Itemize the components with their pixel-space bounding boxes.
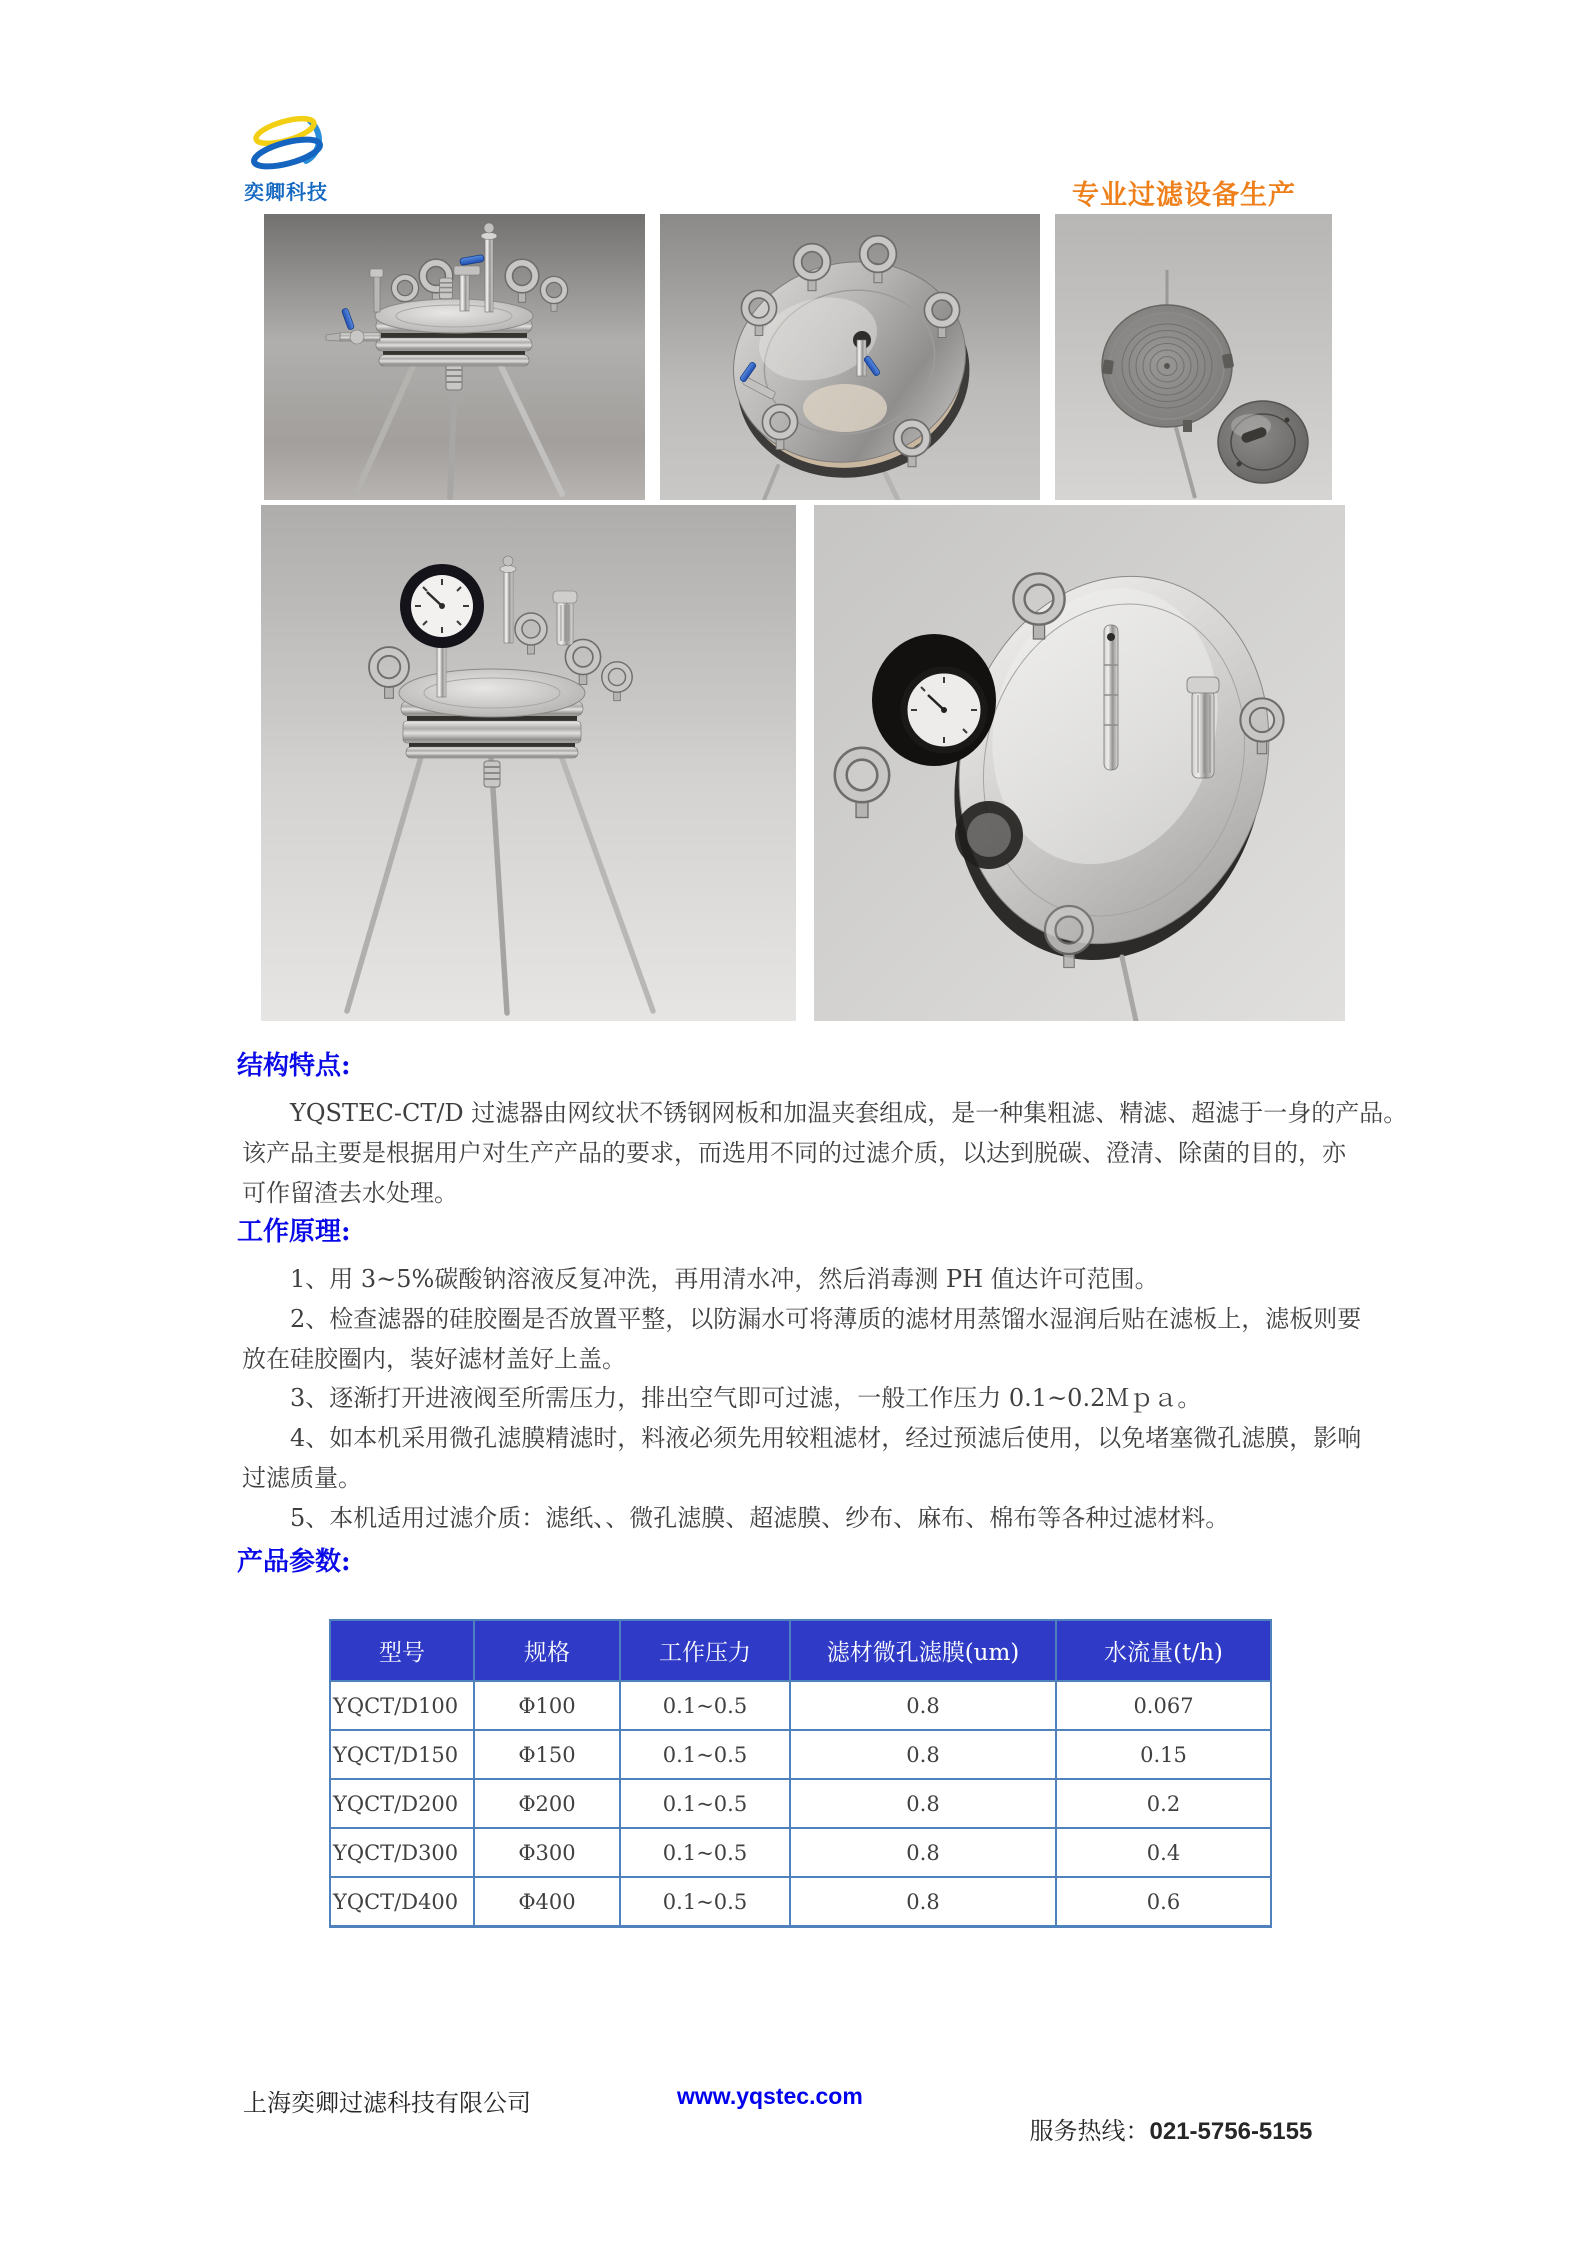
filter-plates-image — [1055, 214, 1332, 500]
filter-lid-top-view-image — [660, 214, 1040, 500]
section-heading-parameters: 产品参数: — [237, 1547, 351, 1577]
footer-hotline — [999, 2083, 1312, 2174]
text-line: 3、逐渐打开进液阀至所需压力，排出空气即可过滤，一般工作压力 0.1~0.2Ｍｐａ。 — [290, 1384, 1202, 1413]
spec-cell: 0.1~0.5 — [620, 1828, 790, 1877]
spec-cell: 0.8 — [790, 1828, 1056, 1877]
spec-header-cell: 规格 — [474, 1620, 620, 1681]
tripod-filter-gauge-image — [261, 505, 796, 1021]
spec-cell: 0.2 — [1056, 1779, 1271, 1828]
spec-header-cell: 滤材微孔滤膜(um) — [790, 1620, 1056, 1681]
spec-cell: YQCT/D150 — [330, 1730, 474, 1779]
spec-cell: 0.1~0.5 — [620, 1779, 790, 1828]
spec-cell: YQCT/D300 — [330, 1828, 474, 1877]
spec-cell: 0.067 — [1056, 1681, 1271, 1730]
company-logo-text: 奕卿科技 — [244, 180, 328, 204]
spec-cell: 0.1~0.5 — [620, 1730, 790, 1779]
filter-lid-closeup-image — [814, 505, 1345, 1021]
spec-cell: 0.1~0.5 — [620, 1681, 790, 1730]
structure-paragraph — [242, 1094, 1407, 1213]
header-tagline: 专业过滤设备生产 — [1072, 180, 1296, 211]
spec-cell: 0.8 — [790, 1730, 1056, 1779]
spec-table — [329, 1619, 1272, 1928]
section-heading-structure: 结构特点: — [237, 1051, 351, 1081]
spec-body — [330, 1681, 1271, 1927]
spec-header-cell: 工作压力 — [620, 1620, 790, 1681]
spec-cell: Φ400 — [474, 1877, 620, 1927]
spec-cell: 0.4 — [1056, 1828, 1271, 1877]
text-line: 放在硅胶圈内，装好滤材盖好上盖。 — [242, 1344, 626, 1373]
text-line: 1、用 3~5%碳酸钠溶液反复冲洗，再用清水冲，然后消毒测 PH 值达许可范围。 — [290, 1265, 1159, 1293]
spec-cell: YQCT/D200 — [330, 1779, 474, 1828]
spec-cell: 0.1~0.5 — [620, 1877, 790, 1927]
spec-row — [330, 1681, 1271, 1730]
spec-cell: YQCT/D100 — [330, 1681, 474, 1730]
spec-cell: Φ300 — [474, 1828, 620, 1877]
text-line: 过滤质量。 — [242, 1463, 362, 1492]
text-line: 2、检查滤器的硅胶圈是否放置平整，以防漏水可将薄质的滤材用蒸馏水湿润后贴在滤板上，滤板则要 — [290, 1304, 1362, 1333]
company-logo-globe-icon — [236, 106, 336, 176]
spec-header-cell: 水流量(t/h) — [1056, 1620, 1271, 1681]
spec-cell: 0.6 — [1056, 1877, 1271, 1927]
text-line: 该产品主要是根据用户对生产产品的要求，而选用不同的过滤介质，以达到脱碳、澄清、除菌的目的，亦 — [242, 1138, 1346, 1167]
spec-row — [330, 1877, 1271, 1927]
product-photo-1 — [264, 214, 645, 500]
footer-website-link[interactable]: www.yqstec.com — [677, 2083, 863, 2109]
spec-cell: Φ100 — [474, 1681, 620, 1730]
spec-cell: 0.8 — [790, 1681, 1056, 1730]
principle-paragraph — [242, 1260, 1361, 1539]
spec-row — [330, 1730, 1271, 1779]
product-photo-5 — [814, 505, 1345, 1021]
spec-cell: Φ200 — [474, 1779, 620, 1828]
footer-hotline-number: 021-5756-5155 — [1149, 2118, 1313, 2145]
section-heading-principle: 工作原理: — [237, 1217, 351, 1247]
product-photo-2 — [660, 214, 1040, 500]
text-line: 可作留渣去水处理。 — [242, 1178, 458, 1207]
spec-row — [330, 1828, 1271, 1877]
product-photo-4 — [261, 505, 796, 1021]
spec-header-cell: 型号 — [330, 1620, 474, 1681]
spec-cell: 0.15 — [1056, 1730, 1271, 1779]
footer-hotline-label: 服务热线： — [1029, 2117, 1150, 2145]
spec-row — [330, 1779, 1271, 1828]
tripod-filter-side-view-image — [264, 214, 645, 500]
spec-header-row — [330, 1620, 1271, 1681]
product-photo-3 — [1055, 214, 1332, 500]
spec-cell: 0.8 — [790, 1779, 1056, 1828]
text-line: 4、如本机采用微孔滤膜精滤时，料液必须先用较粗滤材，经过预滤后使用，以免堵塞微孔滤膜，影响 — [290, 1424, 1362, 1453]
spec-cell: Φ150 — [474, 1730, 620, 1779]
spec-cell: YQCT/D400 — [330, 1877, 474, 1927]
spec-cell: 0.8 — [790, 1877, 1056, 1927]
footer-company-name: 上海奕卿过滤科技有限公司 — [243, 2089, 531, 2117]
text-line: YQSTEC-CT/D 过滤器由网纹状不锈钢网板和加温夹套组成，是一种集粗滤、精滤、超滤于一身的产品。 — [290, 1099, 1408, 1127]
text-line: 5、本机适用过滤介质：滤纸、、微孔滤膜、超滤膜、纱布、麻布、棉布等各种过滤材料。 — [290, 1503, 1230, 1532]
